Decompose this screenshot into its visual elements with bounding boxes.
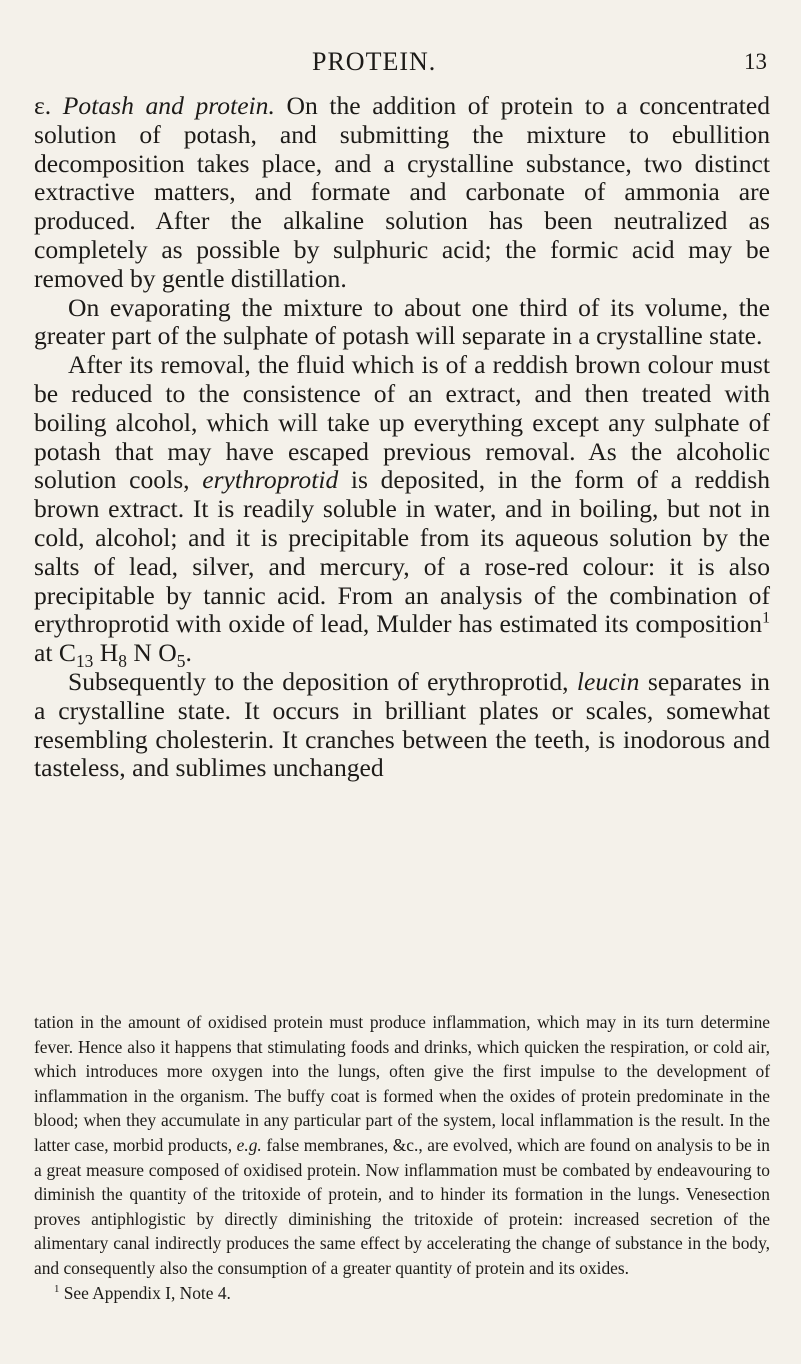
running-head <box>0 47 801 81</box>
footnote-text: false membranes, &c., are evolved, which are found on analysis to be in a great measure composed of oxidised protein. Now inflammation must be combated by endeavouring to diminish the quantity of the tritoxide of protein, and to hinder its formation in the lungs. Venesection proves antiphlogistic by directly diminishing the tritoxide of protein: increased secretion of the alimentary canal indirectly produces the same effect by accelerating the change of substance in the body, and consequently also the consumption of a greater quantity of protein and its oxides. <box>34 1134 770 1278</box>
term-leucin: leucin <box>576 666 640 696</box>
paragraph-potash-and-protein <box>34 92 770 294</box>
footnote-1 <box>34 1281 770 1306</box>
paragraph-leucin <box>34 668 770 783</box>
running-title: PROTEIN. <box>312 47 437 76</box>
paragraph-text: On the addition of protein to a concentrated solution of potash, and submitting the mixture to ebullition decomposition takes place, and a crystalline substance, two distinct extractive matters, and formate and carbonate of ammonia are produced. After the alkaline solution has been neutralized as completely as possible by sulphuric acid; the formic acid may be removed by gentle distillation. <box>34 91 771 293</box>
chemical-formula: $C_{13}$ $H_8$ N $O_5$. <box>58 638 192 672</box>
abbreviation-eg: e.g. <box>236 1134 262 1155</box>
footnote-text: See Appendix I, Note 4. <box>63 1282 231 1303</box>
page-number: 13 <box>744 49 767 74</box>
footnote-text: tation in the amount of oxidised protein must produce inflammation, which may in its turn determine fever. Hence also it happens that stimulating foods and drinks, which quicken the respiration, or cold air, which introduces more oxygen into the lungs, often give the first impulse to the development of inflammation in the organism. The buffy coat is formed when the oxides of protein predominate in the blood; when they accumulate in any particular part of the system, local inflammation is the result. In the latter case, morbid products, <box>34 1012 770 1155</box>
term-erythroprotid: erythroprotid <box>202 465 339 495</box>
section-heading: Potash and protein. <box>62 91 275 120</box>
main-text <box>34 92 770 783</box>
paragraph-text: separates in a crystalline state. It occurs in brilliant plates or scales, somewhat resembling cholesterin. It cranches between the teeth, is inodorous and tasteless, and sublimes unchanged <box>34 666 770 783</box>
paragraph-erythroprotid <box>34 350 770 672</box>
paragraph-text: Subsequently to the deposition of erythroprotid, <box>68 666 569 696</box>
paragraph-text: After its removal, the fluid which is of a reddish brown colour must be reduced to the consistence of an extract, and then treated with boiling alcohol, which will take up everything except any sulphate of potash that may have escaped previous removal. As the alcoholic solution cools, <box>34 350 770 495</box>
paragraph-text: On evaporating the mixture to about one third of its volume, the greater part of the sulphate of potash will separate in a crystalline state. <box>34 292 770 351</box>
formula-prefix: at <box>34 638 53 668</box>
paragraph-evaporation <box>34 294 770 352</box>
footnote-continuation <box>34 1010 770 1281</box>
footnotes <box>34 1010 770 1305</box>
paragraph-text: is deposited, in the form of a reddish brown extract. It is readily soluble in water, and in boiling, but not in cold, alcohol; and it is precipitable from its aqueous solution by the salts of lead, silver, and mercury, of a rose-red colour: it is also precipitable by tannic acid. From an analysis of the combination of erythroprotid with oxide of lead, Mulder has estimated its composition <box>34 465 770 639</box>
footnote-reference: 1 <box>762 609 770 627</box>
footnote-marker: 1 <box>54 1282 60 1295</box>
section-marker: ε. <box>34 91 52 120</box>
